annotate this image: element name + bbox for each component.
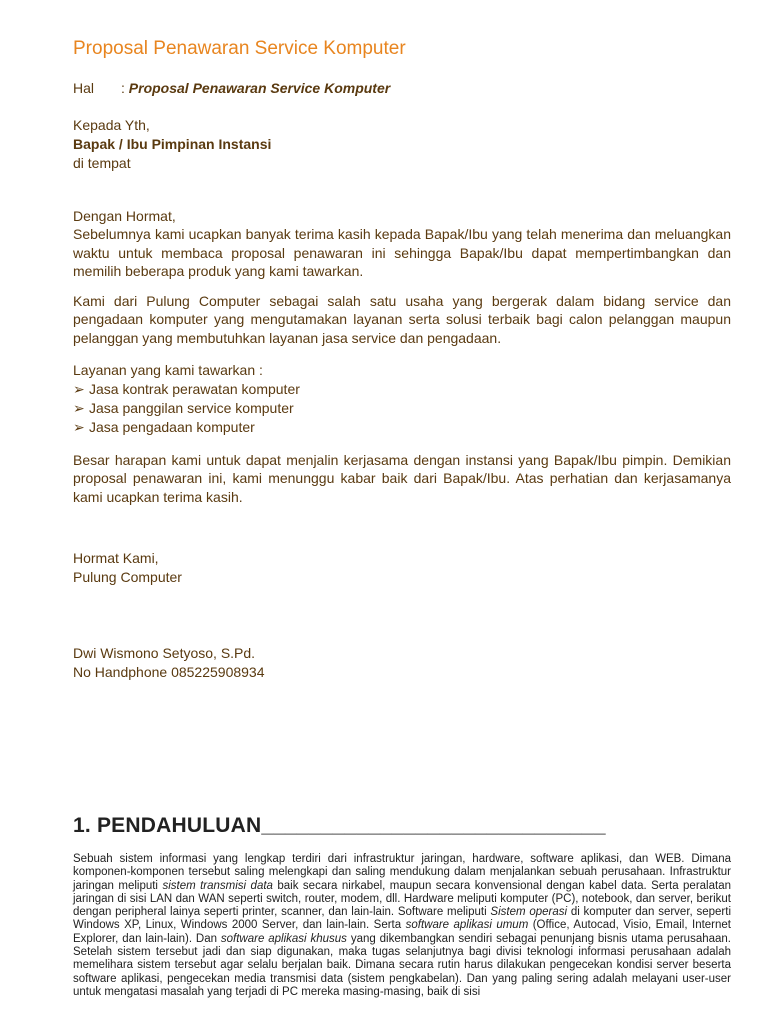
paragraph-2-block [73,292,731,347]
services-block [73,361,300,437]
signer-name: Dwi Wismono Setyoso, S.Pd. [73,645,256,661]
services-intro: Layanan yang kami tawarkan : [73,362,263,378]
signature-block [73,644,265,682]
recipient-line-3: di tempat [73,155,131,171]
greeting: Dengan Hormat, [73,208,176,224]
paragraph-3: Besar harapan kami untuk dapat menjalin kerjasama dengan instansi yang Bapak/Ibu pimpin. Demikian proposal penawaran ini, kami menunggu kabar baik dari Bapak/Ibu. Atas perhatian dan kerjasamanya kami ucapkan terima kasih. [73,452,731,505]
closing-line-2: Pulung Computer [73,569,182,585]
recipient-block [73,116,271,173]
closing-line-1: Hormat Kami, [73,550,159,566]
body-text-run: (Office, Autocad, Visio, Email, Internet Explorer, dan lain-lain). Dan [73,919,731,945]
subject-value: Proposal Penawaran Service Komputer [128,80,391,96]
recipient-line-2: Bapak / Ibu Pimpinan Instansi [73,136,272,152]
body-text-italic: software aplikasi khusus [220,932,347,945]
closing-block [73,549,182,587]
body-text-italic: sistem transmisi data [162,879,273,892]
body-text-italic: Sistem operasi [490,906,568,919]
paragraph-1: Sebelumnya kami ucapkan banyak terima kasih kepada Bapak/Ibu yang telah menerima dan meluangkan waktu untuk membaca proposal penawaran ini sehingga Bapak/Ibu dapat mempertimbangkan dan memilih beberapa produk yang kami tawarkan. [73,226,731,279]
bullet-arrow-icon: ➢ [73,381,85,397]
section-heading: 1. PENDAHULUAN_____________________________ [73,814,606,837]
paragraph-2: Kami dari Pulung Computer sebagai salah satu usaha yang bergerak dalam bidang service dan pengadaan komputer yang mengutamakan layanan serta solusi terbaik bagi calon pelanggan maupun pelanggan yang membutuhkan layanan jasa service dan pengadaan. [73,293,731,346]
signer-phone: No Handphone 085225908934 [73,664,265,680]
service-item-label: Jasa panggilan service komputer [89,400,294,416]
service-item-label: Jasa pengadaan komputer [89,419,255,435]
subject-line [73,80,390,96]
bullet-arrow-icon: ➢ [73,400,85,416]
body-text-run: Sebuah sistem informasi yang lengkap terdiri dari infrastruktur jaringan, hardware, software aplikasi, dan WEB. Dimana komponen-komponen tersebut saling melengkapi dan saling mendukung dalam menjalankan sebuah perusahaan. Infrastruktur jaringan meliputi [73,853,731,892]
bullet-arrow-icon: ➢ [73,419,85,435]
body-text-run: baik secara nirkabel, maupun secara konvensional dengan kabel data. Serta peralatan jaringan di sisi LAN dan WAN seperti switch, router, modem, dll. Hardware meliputi komputer (PC), notebook, dan server, berikut dengan peripheral lainya seperti printer, scanner, dan lain-lain. Software meliputi [73,879,731,919]
service-item [73,380,300,399]
page-title: Proposal Penawaran Service Komputer [73,38,406,59]
subject-label: Hal [73,80,95,96]
service-item [73,418,300,437]
paragraph-3-block [73,451,731,506]
body-text-run: di komputer dan server, seperti Windows XP, Linux, Windows 2000 Server, dan lain-lain. Serta [73,906,732,932]
recipient-line-1: Kepada Yth, [73,117,150,133]
body-text-italic: software aplikasi umum [405,919,529,932]
service-item [73,399,300,418]
body-text-run: yang dikembangkan sendiri sebagai penunjang bisnis utama perusahaan. Setelah sistem tersebut jadi dan siap digunakan, maka tugas selanjutnya bagi divisi teknologi informasi perusahaan adalah memelihara sistem tersebut agar selalu berjalan baik. Dimana secara rutin harus dilakukan pengecekan kondisi server beserta software aplikasi, pengecekan media transmisi data (sistem pengkabelan). Dan yang paling sering adalah melayani user-user untuk mengatasi masalah yang terjadi di PC mereka masing-masing, baik di sisi [73,932,731,998]
opening-paragraph-block [73,207,731,280]
section-body-text [73,853,731,999]
subject-separator: : [121,80,125,96]
service-item-label: Jasa kontrak perawatan komputer [89,381,300,397]
